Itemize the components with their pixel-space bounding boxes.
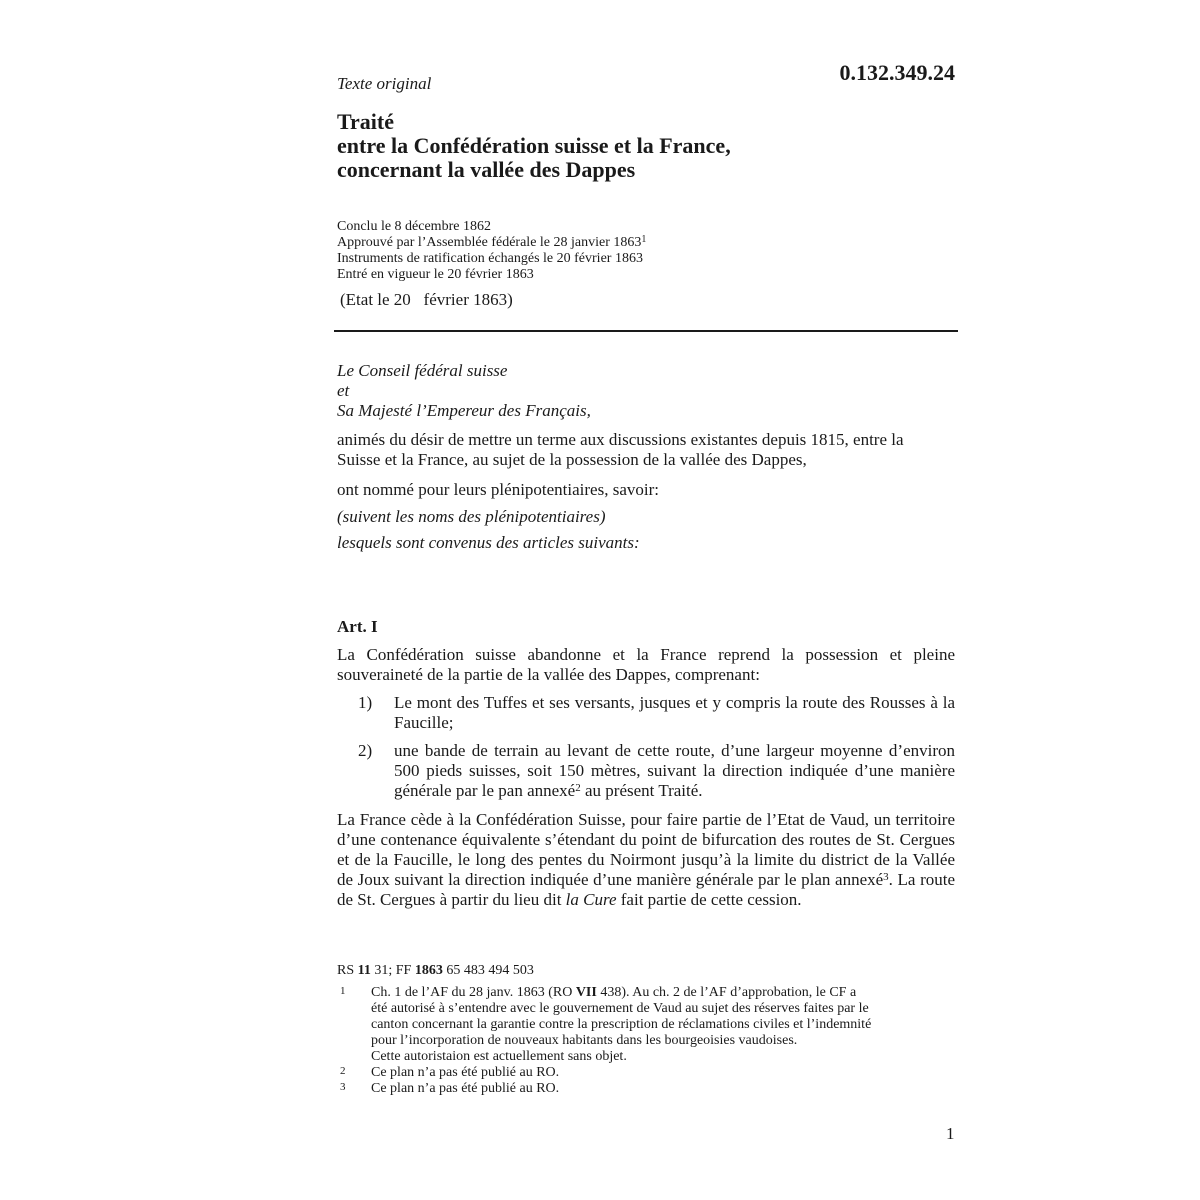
preamble-paragraph-1: animés du désir de mettre un terme aux discussions existantes depuis 1815, entre la Suisse et la France, au sujet de la possession de la vallée des Dappes, xyxy=(337,430,904,469)
approved-date: Approuvé par l’Assemblée fédérale le 28 janvier 1863$^1$ xyxy=(337,234,647,250)
footnote-number: 3 xyxy=(340,1081,346,1093)
list-text: une bande de terrain au levant de cette route, d’une largeur moyenne d’environ 500 pieds suisses, soit 150 mètres, suivant la direction indiquée d’une manière générale par le pan annexé$^2$ au présent Traité. xyxy=(394,741,955,800)
state-date: (Etat le 20 février 1863) xyxy=(340,290,513,309)
conjunction: et xyxy=(337,381,350,400)
in-force-date: Entré en vigueur le 20 février 1863 xyxy=(337,267,534,282)
list-number: 1) xyxy=(358,693,373,712)
footnote-text: Ch. 1 de l’AF du 28 janv. 1863 (RO VII 438). Au ch. 2 de l’AF d’approbation, le CF a été autorisé à s’entendre avec le gouvernement de Vaud au sujet des réserves faites par le canton concernant la garantie contre la prescription de réclamations civiles et l’indemnité pour l’incorporation de nouveaux habitants dans les bourgeoisies vaudoises. Cette autoristaion est actuellement sans objet. xyxy=(371,985,872,1064)
page-number: 1 xyxy=(946,1124,955,1143)
footnote-ref-2[interactable]: 2 xyxy=(575,782,581,794)
title-line-2: entre la Confédération suisse et la France, xyxy=(337,133,731,158)
concluded-date: Conclu le 8 décembre 1862 xyxy=(337,219,491,234)
title-line-3: concernant la vallée des Dappes xyxy=(337,157,636,182)
article-paragraph: La France cède à la Confédération Suisse, pour faire partie de l’Etat de Vaud, un territoire d’une contenance équivalente s’étendant du point de bifurcation des routes de St. Cergues et de la Faucille, le long des pentes du Noirmont jusqu’à la limite du district de la Vallée de Joux suivant la direction indiquée d’une manière générale par le plan annexé$^3$. La route de St. Cergues à partir du lieu dit la Cure fait partie de cette cession. xyxy=(337,810,955,909)
title-line-1: Traité xyxy=(337,109,395,134)
document-title xyxy=(337,110,957,182)
header-divider xyxy=(334,330,958,332)
ratification-date: Instruments de ratification échangés le 20 février 1863 xyxy=(337,251,643,266)
footnote-text: Ce plan n’a pas été publié au RO. xyxy=(371,1065,560,1080)
preamble-paragraph-4: lesquels sont convenus des articles suivants: xyxy=(337,533,640,552)
footnote-ref-1[interactable]: 1 xyxy=(641,234,647,245)
footnote-number: 2 xyxy=(340,1065,346,1077)
party-emperor: Sa Majesté l’Empereur des Français, xyxy=(337,401,591,420)
footnote-number: 1 xyxy=(340,985,346,997)
source-reference: RS 11 31; FF 1863 65 483 494 503 xyxy=(337,963,534,978)
list-text: Le mont des Tuffes et ses versants, jusques et y compris la route des Rousses à la Faucille; xyxy=(394,693,955,732)
article-title: Art. I xyxy=(337,617,378,636)
footnote-ref-3[interactable]: 3 xyxy=(883,871,889,883)
place-name: la Cure xyxy=(565,890,617,909)
treaty-metadata xyxy=(337,219,957,283)
preamble-paragraph-2: ont nommé pour leurs plénipotentiaires, savoir: xyxy=(337,480,659,499)
preamble-parties xyxy=(337,361,955,421)
party-swiss-council: Le Conseil fédéral suisse xyxy=(337,361,508,380)
sr-number: 0.132.349.24 xyxy=(839,60,955,85)
article-intro: La Confédération suisse abandonne et la France reprend la possession et pleine souveraineté de la partie de la vallée des Dappes, comprenant: xyxy=(337,645,955,684)
list-number: 2) xyxy=(358,741,373,760)
footnote-text: Ce plan n’a pas été publié au RO. xyxy=(371,1081,560,1096)
original-text-label: Texte original xyxy=(337,74,432,93)
preamble-paragraph-3: (suivent les noms des plénipotentiaires) xyxy=(337,507,606,526)
